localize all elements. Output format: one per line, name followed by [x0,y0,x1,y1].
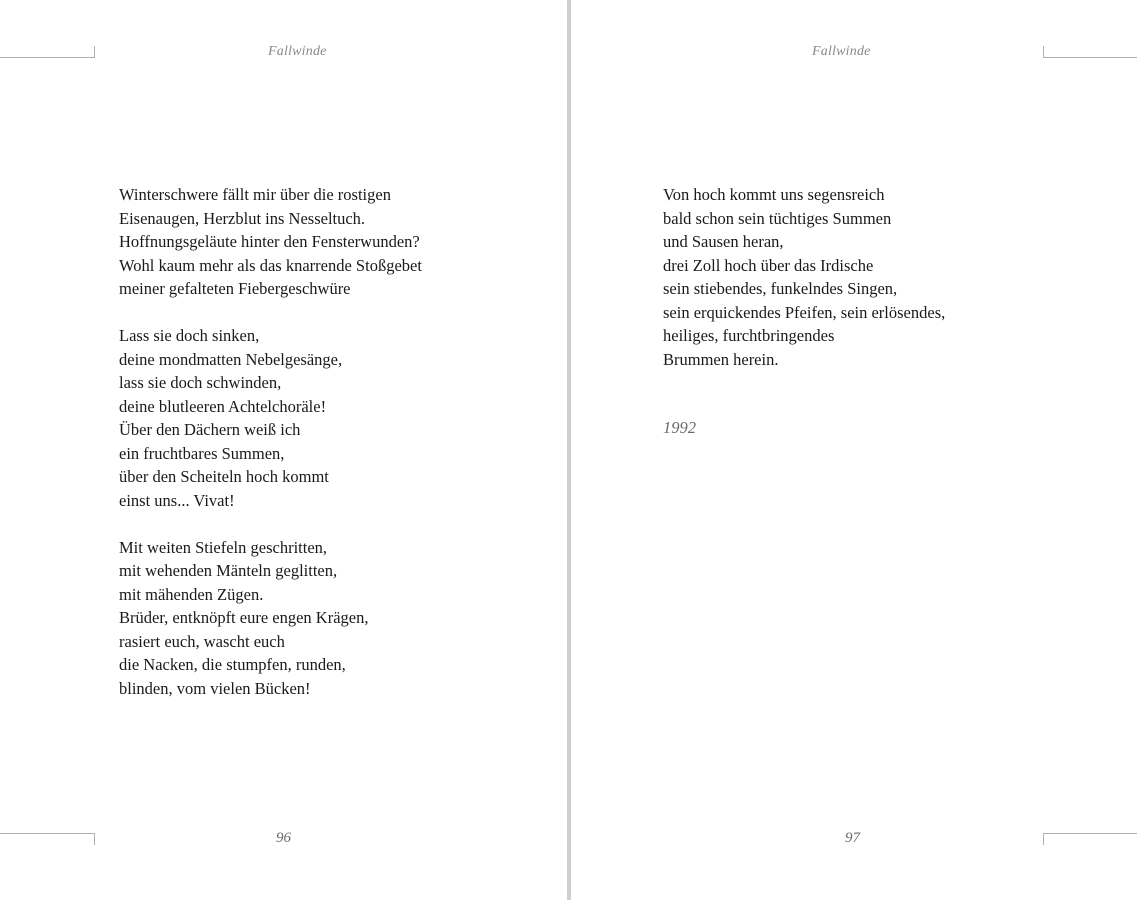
poem-line: deine blutleeren Achtelchoräle! [119,396,327,416]
left-page-number: 96 [276,830,291,846]
right-running-head: Fallwinde [812,44,871,59]
poem-date: 1992 [663,418,696,437]
poem-line: Eisenaugen, Herzblut ins Nesseltuch. [119,208,366,228]
poem-line: Brüder, entknöpft eure engen Krägen, [119,608,369,627]
poem-line: sein stiebendes, funkelndes Singen, [663,279,898,298]
left-poem [119,183,422,700]
poem-line: blinden, vom vielen Bücken! [119,678,311,698]
left-page [0,0,568,900]
poem-line: Brummen herein. [663,349,779,369]
right-page-number: 97 [845,830,860,846]
poem-line: und Sausen heran, [663,232,784,251]
poem-line: deine mondmatten Nebelgesänge, [119,349,343,369]
poem-line: die Nacken, die stumpfen, runden, [119,655,346,674]
stanza [119,324,422,512]
right-page [571,0,1137,900]
poem-line: Winterschwere fällt mir über die rostigen [119,185,391,204]
poem-line: Über den Dächern weiß ich [119,420,301,439]
poem-line: heiliges, furchtbringendes [663,326,835,345]
poem-line: drei Zoll hoch über das Irdische [663,255,874,275]
poem-line: über den Scheiteln hoch kommt [119,467,329,486]
poem-line: Von hoch kommt uns segensreich [663,185,885,204]
poem-line: Lass sie doch sinken, [119,326,260,345]
poem-line: meiner gefalteten Fiebergeschwüre [119,279,351,298]
stanza [663,183,945,371]
poem-line: bald schon sein tüchtiges Summen [663,208,892,228]
poem-line: ein fruchtbares Summen, [119,443,285,463]
poem-line: einst uns... Vivat! [119,490,235,510]
poem-line: lass sie doch schwinden, [119,373,282,392]
right-poem [663,183,945,371]
stanza [119,536,422,701]
stanza [119,183,422,301]
left-running-head: Fallwinde [268,44,327,59]
poem-line: sein erquickendes Pfeifen, sein erlösendes, [663,302,946,322]
poem-line: mit mähenden Zügen. [119,584,264,604]
poem-line: Mit weiten Stiefeln geschritten, [119,537,328,557]
poem-line: Wohl kaum mehr als das knarrende Stoßgebet [119,255,422,275]
poem-line: rasiert euch, wascht euch [119,631,285,651]
poem-line: mit wehenden Mänteln geglitten, [119,561,338,580]
poem-line: Hoffnungsgeläute hinter den Fensterwunden? [119,232,420,251]
